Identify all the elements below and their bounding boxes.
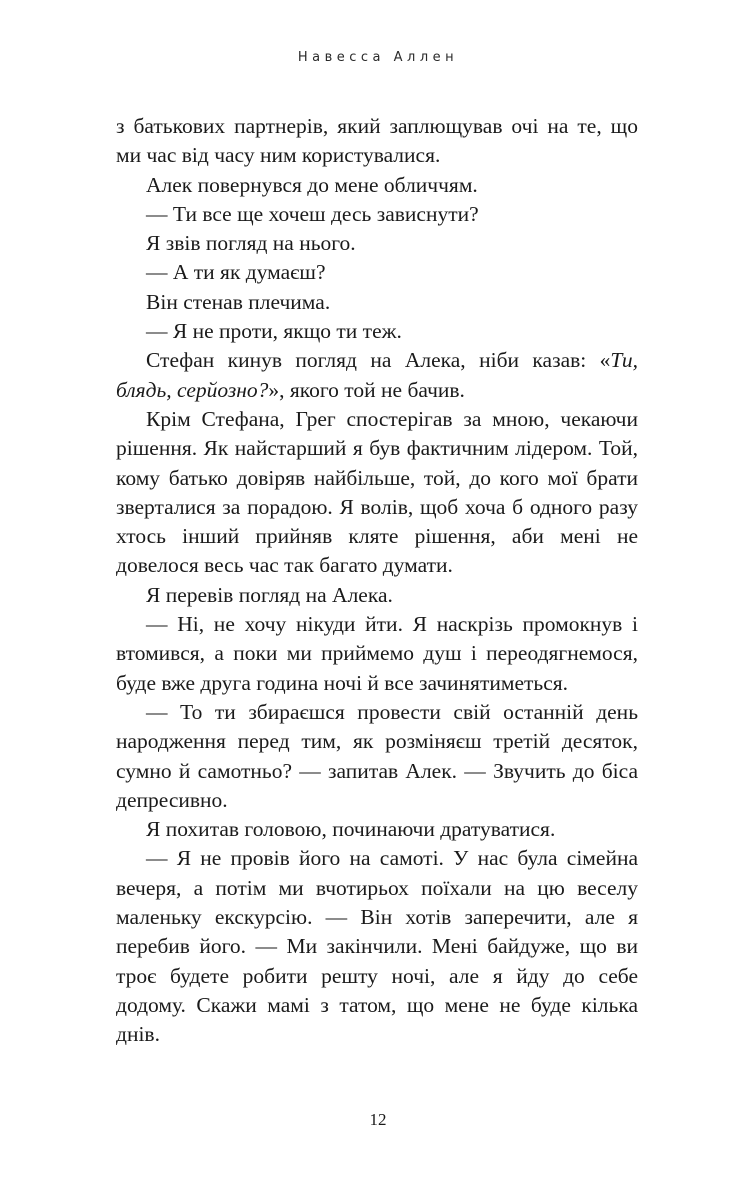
paragraph-4: Я звів погляд на нього. xyxy=(146,231,356,256)
paragraph-13: Я похитав головою, починаючи дратуватися. xyxy=(146,817,556,842)
paragraph-1: з батькових партнерів, який заплющував очі на те, що ми час від часу ним користувалися. xyxy=(116,114,638,168)
paragraph-3: — Ти все ще хочеш десь зависнути? xyxy=(146,201,479,226)
paragraph-8-text-before: Стефан кинув погляд на Алека, ніби казав: « xyxy=(146,348,611,373)
paragraph-7: — Я не проти, якщо ти теж. xyxy=(146,319,402,344)
paragraph-12: — То ти збираєшся провести свій останній день народження перед тим, як розміняєш третій десяток, сумно й самотньо? — запитав Алек. — Звучить до біса депресивно. xyxy=(116,699,638,812)
paragraph-6: Він стенав плечима. xyxy=(146,289,331,314)
paragraph-10: Я перевів погляд на Алека. xyxy=(146,582,393,607)
running-header-author: Навесса Аллен xyxy=(297,50,459,65)
paragraph-9: Крім Стефана, Грег спостерігав за мною, чекаючи рішення. Як найстарший я був фактичним лідером. Той, кому батько довіряв найбільше, той, до кого мої брати зверталися за порадою. Я волів, щоб хоча б одного разу хтось інший прийняв кляте рішення, аби мені не довелося весь час так багато думати. xyxy=(116,406,638,578)
paragraph-11: — Ні, не хочу нікуди йти. Я наскрізь промокнув і втомився, а поки ми приймемо душ і переодягнемося, буде вже друга година ночі й все зачинятиметься. xyxy=(116,612,638,695)
body-text xyxy=(116,112,638,1050)
paragraph-8 xyxy=(116,346,638,405)
paragraph-8-text-after: », якого той не бачив. xyxy=(268,377,465,402)
paragraph-2: Алек повернувся до мене обличчям. xyxy=(146,172,478,197)
paragraph-5: — А ти як думаєш? xyxy=(146,260,326,285)
paragraph-8-italic-quote: Ти, блядь, серйозно? xyxy=(116,348,638,402)
page-number: 12 xyxy=(369,1110,387,1129)
paragraph-14: — Я не провів його на самоті. У нас була сімейна вечеря, а потім ми вчотирьох поїхали на цю веселу маленьку екскурсію. — Він хотів заперечити, але я перебив його. — Ми закінчили. Мені байдуже, що ви троє будете робити решту ночі, але я йду до себе додому. Скажи мамі з татом, що мене не буде кілька днів. xyxy=(116,846,638,1047)
